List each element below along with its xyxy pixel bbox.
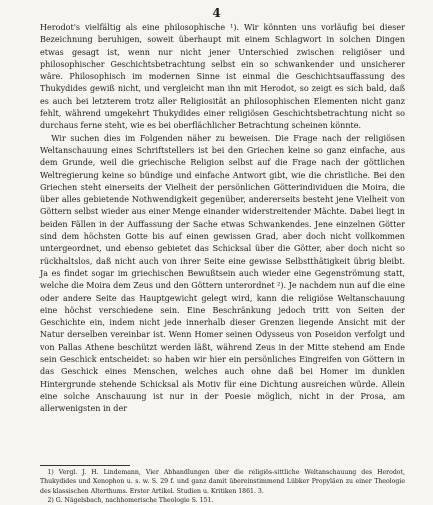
paragraph-2: Wir suchen dies im Folgenden näher zu beweisen. Die Frage nach der religiösen Weltanschauung eines Schriftstellers ist bei den Griechen keine so ganz einfache, aus dem Grunde, weil die griechische Religion selbst auf die Frage nach der göttlichen Weltregierung keine so bündige und einfache Antwort gibt, wie die christliche. Bei den Griechen steht einerseits der Vielheit der persönlichen Götterindividuen die Moira, die über alles gebietende Nothwendigkeit gegenüber, andererseits besteht jene Vielheit von Göttern selbst wieder aus einer Menge einander widerstreitender Mächte. Dabei liegt in beiden Fällen in der Auffassung der Sache etwas Schwankendes. Jene einzelnen Götter sind dem höchsten Gotte bis auf einen gewissen Grad, aber doch nicht vollkommen untergeordnet, und ebenso gebietet das Schicksal über die Götter, aber doch nicht so rückhaltslos, daß nicht auch von ihrer Seite eine gewisse Selbstthätigkeit übrig bleibt. Ja es findet sogar im griechischen Bewußtsein auch wieder eine Gegenströmung statt, welche die Moira dem Zeus und den Göttern unterordnet ²). Je nachdem nun auf die eine oder andere Seite das Hauptgewicht gelegt wird, kann die religiöse Weltanschauung eine höchst verschiedene sein. Eine Beschränkung jedoch tritt von Seiten der Geschichte ein, indem nicht jede innerhalb dieser Grenzen liegende Ansicht mit der Natur derselben vereinbar ist. Wenn Homer seinen Odysseus von Poseidon verfolgt und von Pallas Athene beschützt werden läßt, während Zeus in der Mitte stehend am Ende sein Geschick entscheidet: so haben wir hier ein persönliches Eingreifen von Göttern in das Geschick eines Menschen, welches auch ohne daß bei Homer im dunklen Hintergrunde stehende Schicksal als Motiv für eine Dichtung ausreichen würde. Allein eine solche Anschauung ist nur in der Poesie möglich, nicht in der Prosa, am allerwenigsten in der: [40, 133, 405, 414]
body-text: [40, 22, 405, 416]
page-number: 4: [212, 6, 221, 20]
footnotes: [40, 468, 405, 505]
footnote-divider: [40, 465, 130, 466]
footnote-1: 1) Vergl. J. H. Lindemann, Vier Abhandlungen über die religiös-sittliche Weltanschauung des Herodot, Thukydides und Xenophon u. s. w. S. 29 f. und ganz damit übereinstimmend Lübker Propyläen zu einer Theologie des klassischen Alterthums. Erster Artikel. Studien u. Kritiken 1861. 3.: [40, 469, 405, 495]
footnote-2: 2) G. Nägelsbach, nachhomerische Theologie S. 151.: [47, 496, 214, 504]
paragraph-1: Herodot's vielfältig als eine philosophische ¹). Wir könnten uns vorläufig bei dieser Bezeichnung beruhigen, soweit überhaupt mit einem Schlagwort in solchen Dingen etwas gesagt ist, wenn nur nicht jener Unterschied zwischen religiöser und philosophischer Geschichtsbetrachtung selbst ein so schwankender und unsicherer wäre. Philosophisch im modernen Sinne ist einmal die Geschichtsauffassung des Thukydides gewiß nicht, und vergleicht man ihn mit Herodot, so zeigt es sich bald, daß es auch bei letzterem trotz aller Religiosität an philosophischen Elementen nicht ganz fehlt, während umgekehrt Thukydides einer religiösen Geschichtsbetrachtung nicht so durchaus ferne steht, wie es bei oberflächlicher Betrachtung scheinen könnte.: [40, 23, 405, 131]
